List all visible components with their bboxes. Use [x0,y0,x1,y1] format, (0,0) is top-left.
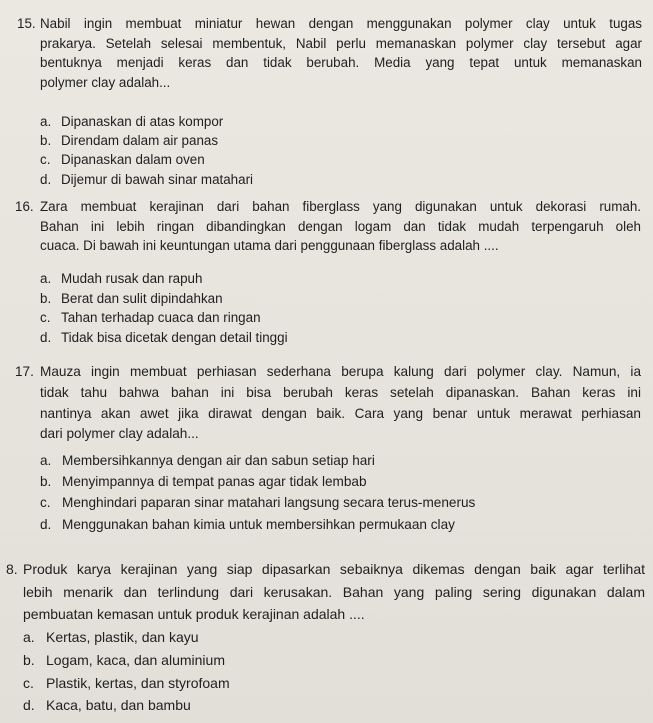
question-line: tidak tahu bahwa bahan ini bisa berubah keras setelah dipanaskan. Bahan keras ini [40,384,641,400]
answer-options [40,269,288,347]
option-text: Plastik, kertas, dan styrofoam [46,674,230,691]
question-line: polymer clay adalah... [40,74,171,90]
question-line: Mauza ingin membuat perhiasan sederhana berupa kalung dari polymer clay. Namun, ia [40,364,641,379]
question-line: bentuknya menjadi keras dan tidak berubah. Media yang tepat untuk memanaskan [40,55,642,71]
option-text: Tahan terhadap cuaca dan ringan [61,310,261,325]
answer-option-a[interactable] [40,112,253,131]
question-line: dari polymer clay adalah... [40,426,199,442]
answer-option-d[interactable] [23,694,230,717]
option-text: Membersihkannya dengan air dan sabun setiap hari [62,453,375,468]
option-text: Dijemur di bawah sinar matahari [61,171,254,187]
option-letter: c. [23,674,34,691]
option-text: Berat dan sulit dipindahkan [61,290,223,306]
question-line: Nabil ingin membuat miniatur hewan dengan menggunakan polymer clay untuk tugas [40,16,642,31]
option-letter: c. [40,152,51,168]
question-text [40,362,641,445]
option-letter: b. [40,133,52,149]
option-text: Direndam dalam air panas [61,133,219,149]
question-line: cuaca. Di bawah ini keuntungan utama dari penggunaan fiberglass adalah .... [40,238,499,254]
answer-option-d[interactable] [40,328,288,348]
option-letter: a. [23,629,35,645]
question-line: Produk karya kerajinan yang siap dipasarkan sebaiknya dikemas dengan baik agar terlihat [23,561,645,577]
question-text [23,558,645,626]
answer-option-b[interactable] [40,289,288,309]
answer-option-a[interactable] [40,450,475,471]
answer-option-d[interactable] [40,170,253,189]
question-number: 8. [6,561,18,577]
question-number: 15. [17,16,36,31]
option-text: Mudah rusak dan rapuh [61,271,203,286]
question-line: nantinya akan awet jika dirawat dengan baik. Cara yang benar untuk merawat perhiasan [40,405,641,421]
option-text: Kertas, plastik, dan kayu [46,629,199,645]
option-letter: d. [40,171,52,187]
option-letter: b. [40,290,52,306]
answer-option-a[interactable] [23,626,230,649]
option-letter: d. [40,329,52,345]
question-line: pembuatan kemasan untuk produk kerajinan adalah .... [23,606,365,622]
question-line: Zara membuat kerajinan dari bahan fiberglass yang digunakan untuk dekorasi rumah. [40,199,641,214]
question-text [40,14,642,92]
answer-options [40,450,475,535]
option-text: Tidak bisa dicetak dengan detail tinggi [61,329,288,345]
option-letter: a. [40,114,52,129]
option-text: Menggunakan bahan kimia untuk membersihkan permukaan clay [62,516,455,532]
option-text: Kaca, batu, dan bambu [46,697,191,714]
option-letter: b. [23,651,35,668]
answer-option-a[interactable] [40,269,288,289]
answer-option-d[interactable] [40,514,475,535]
question-line: Bahan ini lebih ringan dibandingkan dengan logam dan tidak mudah terpengaruh oleh [40,218,641,234]
answer-option-b[interactable] [40,471,475,492]
option-letter: b. [40,474,52,490]
question-line: lebih menarik dan terlindung dari kerusakan. Bahan yang paling sering digunakan dalam [23,583,645,600]
option-letter: c. [40,495,51,511]
option-text: Menyimpannya di tempat panas agar tidak lembab [62,474,367,490]
option-text: Dipanaskan di atas kompor [61,114,224,129]
question-number: 17. [15,364,34,379]
answer-option-c[interactable] [23,672,230,695]
answer-option-c[interactable] [40,492,475,513]
option-letter: a. [40,453,52,468]
option-text: Dipanaskan dalam oven [61,152,205,168]
question-line: prakarya. Setelah selesai membentuk, Nabil perlu memanaskan polymer clay tersebut agar [40,35,642,51]
option-letter: a. [40,271,52,286]
answer-option-b[interactable] [23,649,230,672]
option-letter: c. [40,310,51,325]
question-text [40,197,641,256]
option-text: Logam, kaca, dan aluminium [46,651,225,668]
answer-options [40,112,253,189]
option-letter: d. [23,697,35,714]
answer-option-c[interactable] [40,308,288,328]
option-letter: d. [40,516,52,532]
option-text: Menghindari paparan sinar matahari langsung secara terus-menerus [62,495,476,511]
answer-option-c[interactable] [40,150,253,169]
answer-option-b[interactable] [40,131,253,150]
answer-options [23,626,230,717]
question-number: 16. [15,199,34,214]
